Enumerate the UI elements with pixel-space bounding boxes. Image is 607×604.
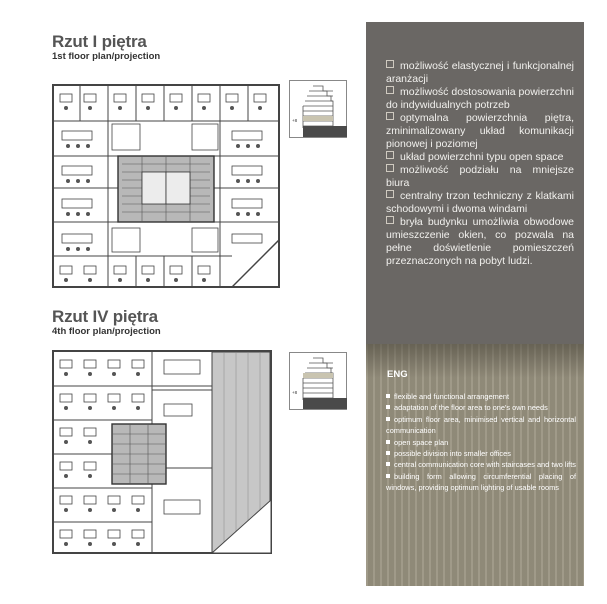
floor4-diagram-mark-bottom: +4 <box>292 400 298 405</box>
english-features-panel <box>366 344 584 586</box>
english-feature-item: flexible and functional arrangement <box>386 391 576 402</box>
floor4-title: Rzut IV piętra <box>52 307 158 326</box>
polish-feature-item: możliwość podziału na mniejsze biura <box>386 164 574 189</box>
bullet-square-icon <box>386 216 394 224</box>
floor1-title: Rzut I piętra <box>52 32 147 51</box>
bullet-square-icon <box>386 440 390 444</box>
bullet-square-icon <box>386 112 394 120</box>
floor4-subtitle: 4th floor plan/projection <box>52 326 161 337</box>
floor1-subtitle: 1st floor plan/projection <box>52 51 161 62</box>
floor4-plan-drawing <box>52 350 274 556</box>
polish-feature-item: układ powierzchni typu open space <box>386 151 574 164</box>
floor1-diagram-mark-top: +8 <box>292 118 298 123</box>
bullet-square-icon <box>386 474 390 478</box>
english-feature-item: open space plan <box>386 437 576 448</box>
english-features-list <box>386 391 576 494</box>
bullet-square-icon <box>386 151 394 159</box>
bullet-square-icon <box>386 462 390 466</box>
floor1-plan-drawing <box>52 84 282 292</box>
bullet-square-icon <box>386 394 390 398</box>
english-feature-item: optimum floor area, minimised vertical and horizontal communication <box>386 414 576 436</box>
bullet-square-icon <box>386 190 394 198</box>
floor1-section-diagram <box>289 80 347 138</box>
english-feature-item: possible division into smaller offices <box>386 448 576 459</box>
floor4-diagram-mark-top: +8 <box>292 390 298 395</box>
eng-label: ENG <box>387 369 408 380</box>
english-feature-item: adaptation of the floor area to one's own needs <box>386 402 576 413</box>
bullet-square-icon <box>386 60 394 68</box>
bullet-square-icon <box>386 451 390 455</box>
polish-features-panel <box>366 22 584 344</box>
english-feature-item: building form allowing circumferential placing of windows, providing optimum lighting of usable rooms <box>386 471 576 493</box>
floor1-diagram-mark-bottom: +1 <box>292 128 298 133</box>
polish-features-list <box>386 60 574 268</box>
bullet-square-icon <box>386 417 390 421</box>
english-feature-item: central communication core with staircases and two lifts <box>386 459 576 470</box>
bullet-square-icon <box>386 164 394 172</box>
polish-feature-item: możliwość elastycznej i funkcjonalnej aranżacji <box>386 60 574 85</box>
floor4-section-diagram <box>289 352 347 410</box>
polish-feature-item: centralny trzon techniczny z klatkami schodowymi i dwoma windami <box>386 190 574 215</box>
bullet-square-icon <box>386 86 394 94</box>
floor1-heading <box>52 33 160 63</box>
bullet-square-icon <box>386 405 390 409</box>
floor4-heading <box>52 308 161 338</box>
polish-feature-item: bryła budynku umożliwia obwodowe umieszczenie okien, co pozwala na pełne doświetlenie pomieszczeń przeznaczonych na pobyt ludzi. <box>386 216 574 267</box>
polish-feature-item: optymalna powierzchnia piętra, zminimalizowany układ komunikacji pionowej i poziomej <box>386 112 574 150</box>
polish-feature-item: możliwość dostosowania powierzchni do indywidualnych potrzeb <box>386 86 574 111</box>
